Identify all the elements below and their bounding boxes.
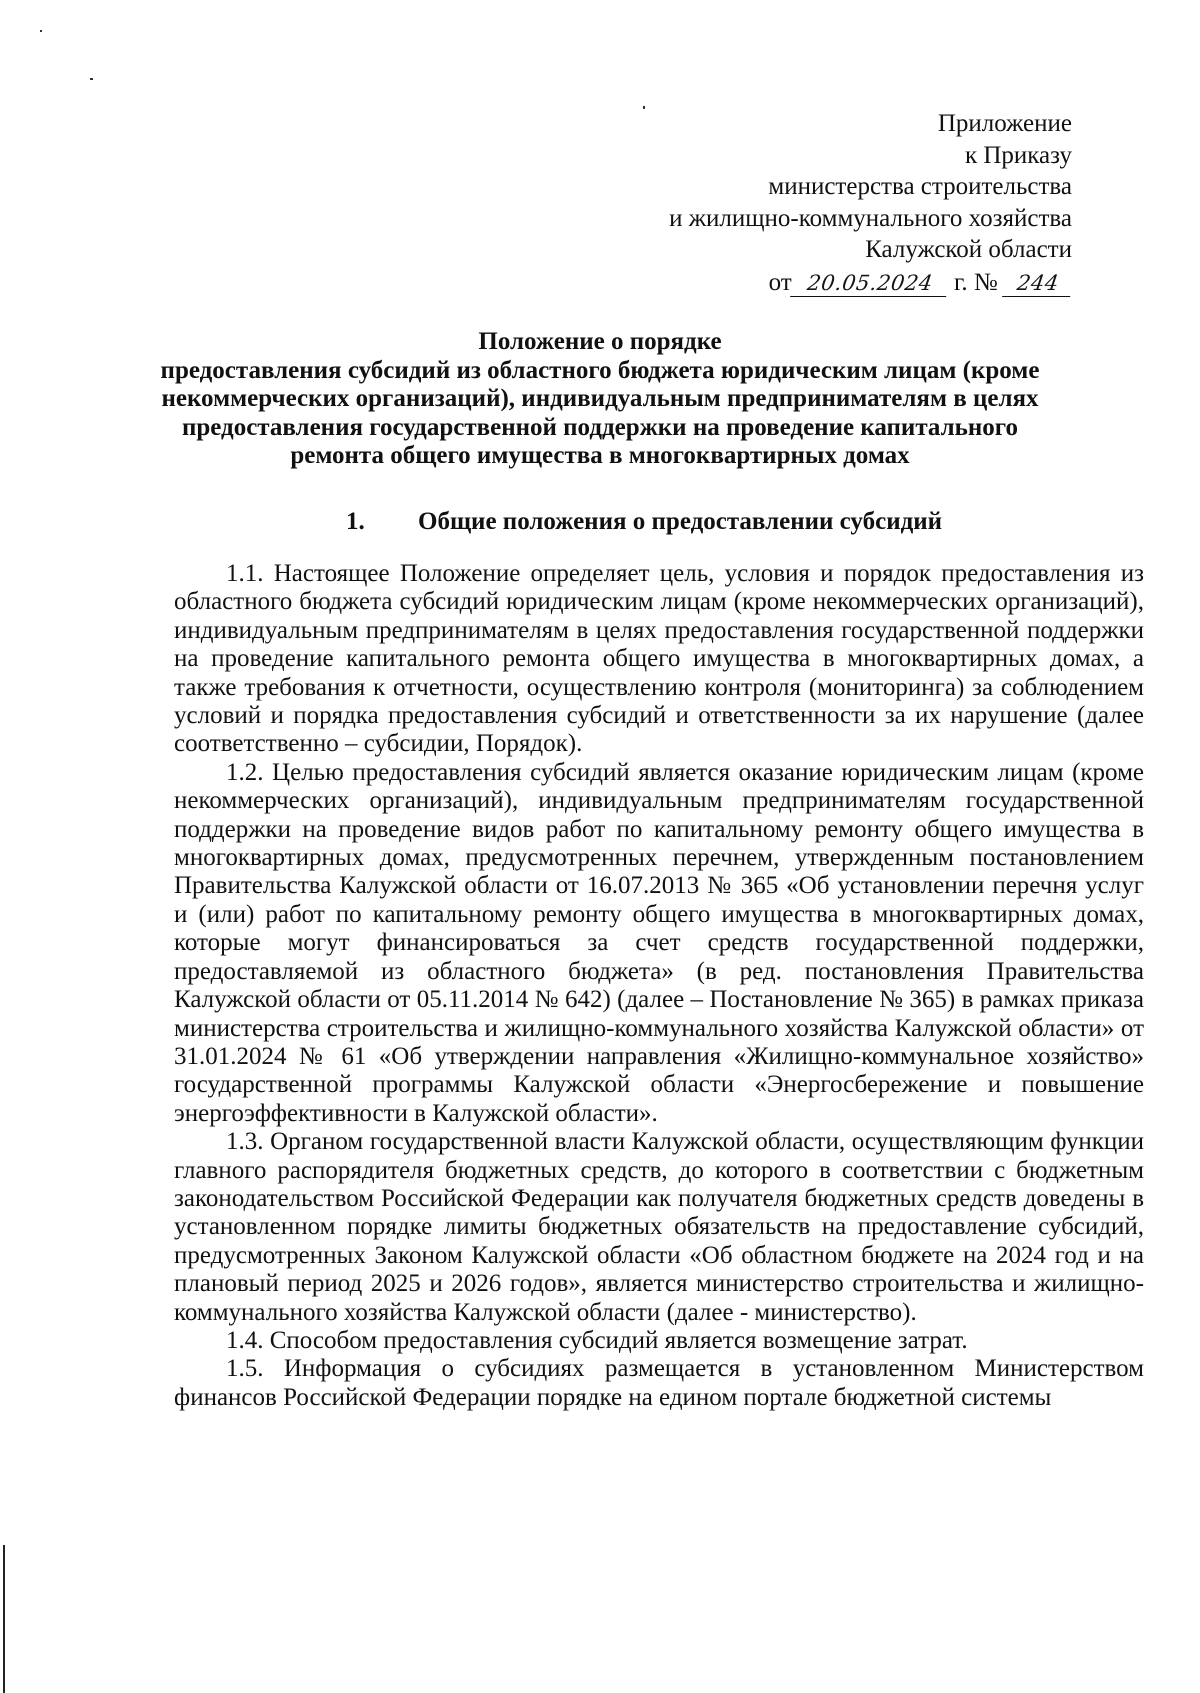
document-body xyxy=(174,560,1144,1412)
number-prefix: г. № xyxy=(953,268,998,296)
handwritten-order-number: 244 xyxy=(1002,270,1074,297)
handwritten-date: 20.05.2024 xyxy=(790,270,950,297)
paragraph-1-3: 1.3. Органом государственной власти Калужской области, осуществляющим функции главного распорядителя бюджетных средств, до которого в соответствии с бюджетным законодательством Российской Федерации как получателя бюджетных средств доведены в установленном порядке лимиты бюджетных обязательств на предоставление субсидий, предусмотренных Законом Калужской области «Об областном бюджете на 2024 год и на плановый период 2025 и 2026 годов», является министерство строительства и жилищно-коммунального хозяйства Калужской области (далее - министерство). xyxy=(174,1128,1144,1326)
header-line-region: Калужской области xyxy=(865,236,1072,263)
section-number: 1. xyxy=(346,508,365,535)
title-line-2: предоставления субсидий из областного бюджета юридическим лицам (кроме xyxy=(160,356,1040,384)
paragraph-1-2: 1.2. Целью предоставления субсидий является оказание юридическим лицам (кроме некоммерческих организаций), индивидуальным предпринимателям государственной поддержки на проведение видов работ по капитальному ремонту общего имущества в многоквартирных домах, предусмотренных перечнем, утвержденным постановлением Правительства Калужской области от 16.07.2013 № 365 «Об установлении перечня услуг и (или) работ по капитальному ремонту общего имущества в многоквартирных домах, которые могут финансироваться за счет средств государственной поддержки, предоставляемой из областного бюджета» (в ред. постановления Правительства Калужской области от 05.11.2014 № 642) (далее – Постановление № 365) в рамках приказа министерства строительства и жилищно-коммунального хозяйства Калужской области» от 31.01.2024 № 61 «Об утверждении направления «Жилищно-коммунальное хозяйство» государственной программы Калужской области «Энергосбережение и повышение энергоэффективности в Калужской области». xyxy=(174,758,1144,1127)
section-heading xyxy=(346,507,942,537)
header-line-ministry: министерства строительства xyxy=(768,173,1072,200)
header-line-order: к Приказу xyxy=(964,141,1072,169)
scan-speck xyxy=(90,78,93,80)
scan-edge-line xyxy=(3,1545,5,1693)
paragraph-1-1: 1.1. Настоящее Положение определяет цель, условия и порядок предоставления из областного бюджета субсидий юридическим лицам (кроме некоммерческих организаций), индивидуальным предпринимателям в целях предоставления государственной поддержки на проведение капитального ремонта общего имущества в многоквартирных домах, а также требования к отчетности, осуществлению контроля (мониторинга) за соблюдением условий и порядка предоставления субсидий и ответственности за их нарушение (далее соответственно – субсидии, Порядок). xyxy=(174,560,1144,758)
order-date-number-line xyxy=(669,267,1072,299)
appendix-header xyxy=(669,108,1072,298)
title-line-4: предоставления государственной поддержки на проведение капитального xyxy=(181,413,1019,441)
date-prefix: от xyxy=(768,268,792,296)
paragraph-1-5: 1.5. Информация о субсидиях размещается в установленном Министерством финансов Российской Федерации порядке на едином портале бюджетной системы xyxy=(174,1355,1144,1411)
title-line-3: некоммерческих организаций), индивидуальным предпринимателям в целях xyxy=(161,385,1039,412)
title-line-1: Положение о порядке xyxy=(478,328,722,355)
paragraph-1-4: 1.4. Способом предоставления субсидий является возмещение затрат. xyxy=(226,1326,968,1354)
document-title xyxy=(150,328,1050,471)
header-line-housing: и жилищно-коммунального хозяйства xyxy=(669,204,1072,232)
title-line-5: ремонта общего имущества в многоквартирных домах xyxy=(290,442,910,469)
scan-speck xyxy=(643,106,645,109)
scan-speck xyxy=(40,30,42,32)
header-line-appendix: Приложение xyxy=(937,110,1072,137)
section-title: Общие положения о предоставлении субсидий xyxy=(418,508,943,535)
